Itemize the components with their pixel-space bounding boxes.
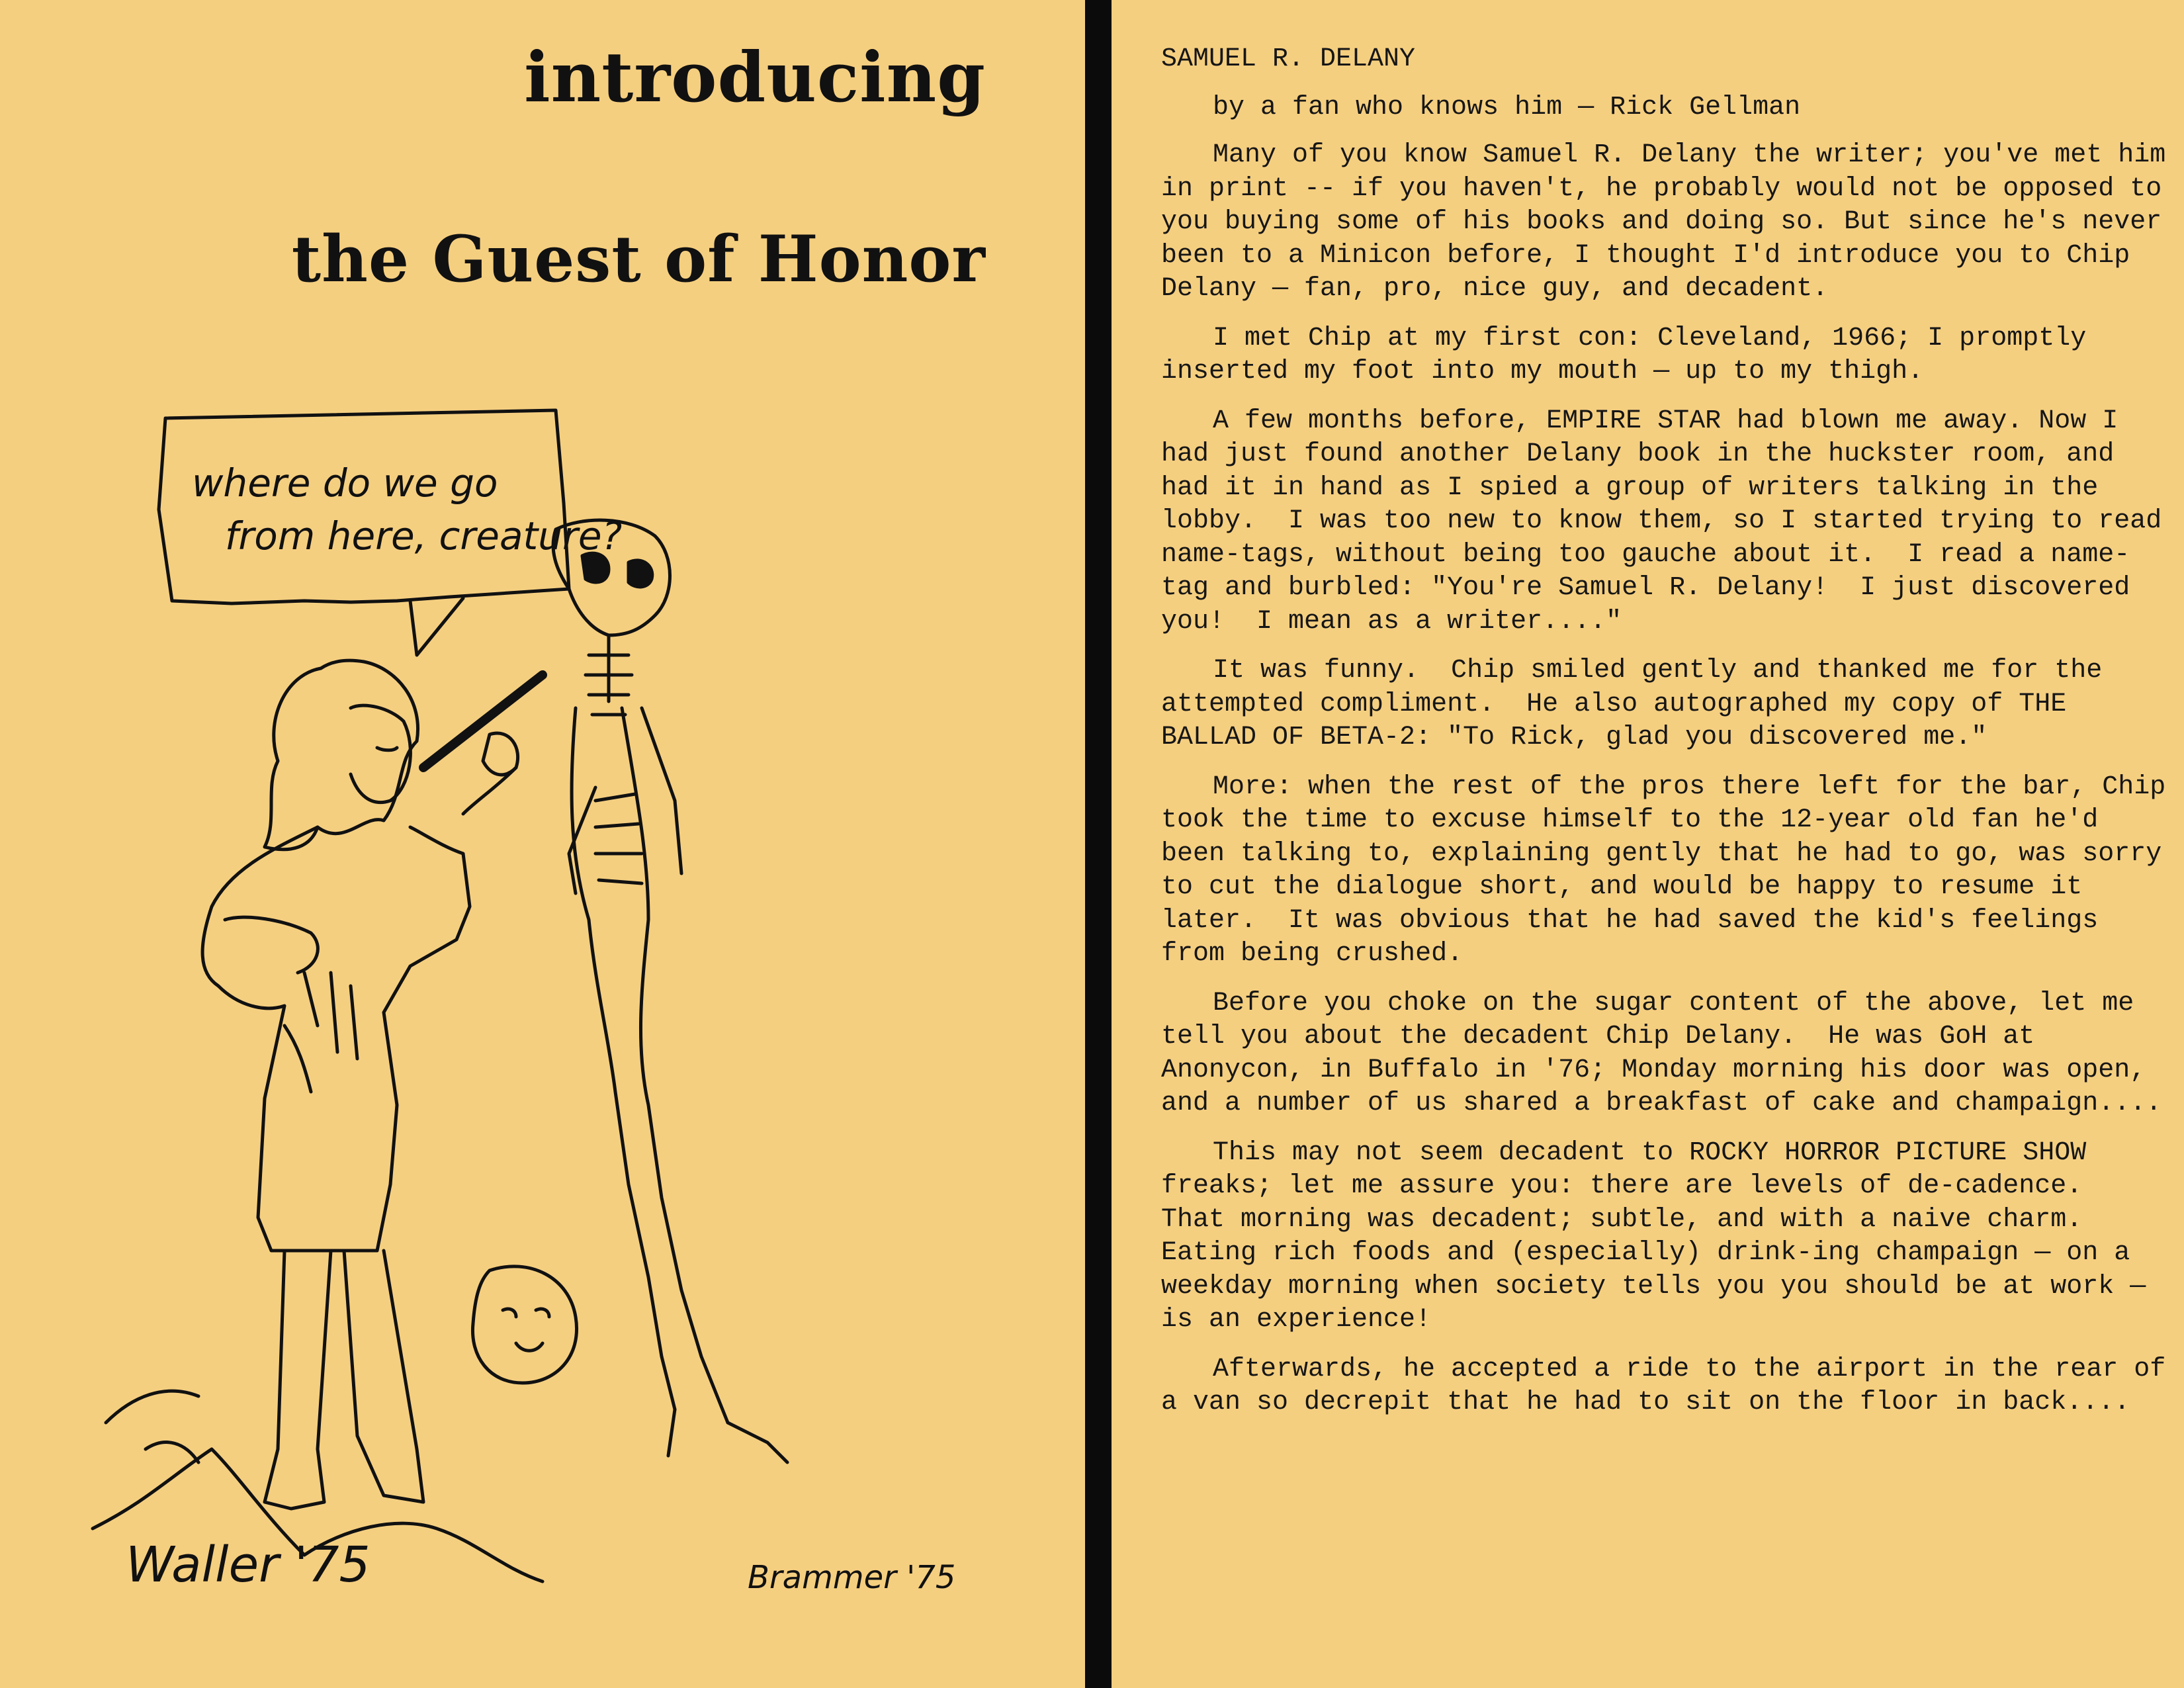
binding-gutter xyxy=(1085,0,1112,1688)
paragraph: A few months before, EMPIRE STAR had blown me away. Now I had just found another Delany book in the huckster room, and had it in hand as I spied a group of writers talking in the lobby. I was too new to know them, so I started trying to read name-tags, without being too gauche about it. I read a name-tag and burbled: "You're Samuel R. Delany! I just discovered you! I mean as a writer...." xyxy=(1161,406,2178,637)
article-text xyxy=(1161,43,2182,1433)
heading-guest-of-honor: the Guest of Honor xyxy=(291,222,986,296)
signature-waller: Waller '75 xyxy=(126,1536,371,1593)
speech-text-line1: where do we go xyxy=(192,461,498,506)
paragraph: Many of you know Samuel R. Delany the writer; you've met him in print -- if you haven't, he probably would not be opposed to you buying some of his books and doing so. But since he's never been to a Minicon before, I thought I'd introduce you to Chip Delany — fan, pro, nice guy, and decadent. xyxy=(1161,140,2182,304)
paragraph: It was funny. Chip smiled gently and thanked me for the attempted compliment. He also autographed my copy of THE BALLAD OF BETA-2: "To Rick, glad you discovered me." xyxy=(1161,656,2118,752)
speech-balloon xyxy=(159,410,569,603)
illustration-woman-with-skeleton xyxy=(66,390,966,1634)
article-title: SAMUEL R. DELANY xyxy=(1161,44,1416,74)
woman-hair xyxy=(265,660,418,850)
speech-text-line2: from here, creature? xyxy=(225,513,623,558)
paragraph: This may not seem decadent to ROCKY HORROR PICTURE SHOW freaks; let me assure you: there are levels of de-cadence. That morning was decadent; subtle, and with a naive charm. Eating rich foods and (especially) drink-ing champaign — on a weekday morning when society tells you you should be at work — is an experience! xyxy=(1161,1137,2162,1335)
paragraph: I met Chip at my first con: Cleveland, 1966; I promptly inserted my foot into my mouth — up to my thigh. xyxy=(1161,323,2103,386)
article-byline: by a fan who knows him — Rick Gellman xyxy=(1213,92,1801,122)
paragraph: Before you choke on the sugar content of the above, let me tell you about the decadent Chip Delany. He was GoH at Anonycon, in Buffalo in '76; Monday morning his door was open, and a number of us shared a breakfast of cake and champaign.... xyxy=(1161,988,2162,1118)
signature-brammer: Brammer '75 xyxy=(748,1559,956,1596)
right-page xyxy=(1112,0,2184,1688)
paragraph: Afterwards, he accepted a ride to the airport in the rear of a van so decrepit that he had to sit on the floor in back.... xyxy=(1161,1354,2182,1417)
skull-on-ground xyxy=(472,1266,576,1383)
heading-introducing: introducing xyxy=(524,36,986,118)
paragraph: More: when the rest of the pros there left for the bar, Chip took the time to excuse himself to the 12-year old fan he'd been talking to, explaining gently that he had to go, was sorry to cut the dialogue short, and would be happy to resume it later. It was obvious that he had saved the kid's feelings from being crushed. xyxy=(1161,772,2182,969)
left-page xyxy=(0,0,1085,1688)
